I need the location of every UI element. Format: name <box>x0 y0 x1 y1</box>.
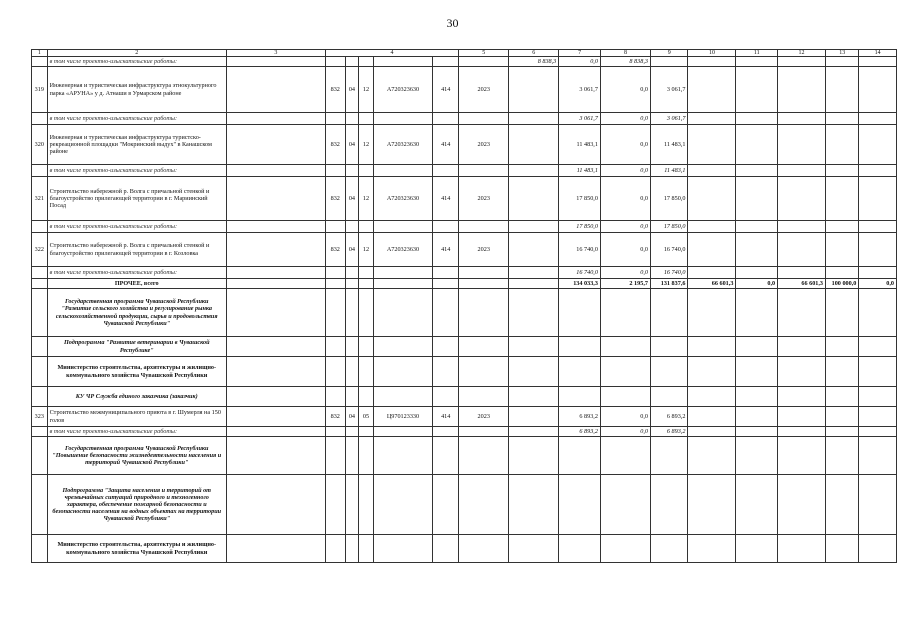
cell-cs: А720323630 <box>373 177 432 221</box>
page-number: 30 <box>446 16 459 30</box>
row-name: в том числе проектно-изыскательские работы: <box>47 165 226 177</box>
row-name: в том числе проектно-изыскательские работы: <box>47 57 226 67</box>
table-row <box>32 437 897 475</box>
cell-value: 3 061,7 <box>559 67 601 113</box>
cell-value: 0,0 <box>736 279 778 289</box>
table-row <box>32 535 897 563</box>
cell-value: 11 483,1 <box>650 125 688 165</box>
cell-value: 131 837,6 <box>650 279 688 289</box>
cell-value: 0,0 <box>600 221 650 233</box>
row-name: Строительство набережной р. Волга с причальной стенкой и благоустройство прилегающей территории в г. Козловка <box>47 233 226 267</box>
header-cell: 8 <box>600 50 650 57</box>
cell-value: 66 601,3 <box>688 279 736 289</box>
table-row <box>32 267 897 279</box>
total-row <box>32 279 897 289</box>
cell-value: 8 838,3 <box>600 57 650 67</box>
cell-value: 0,0 <box>600 165 650 177</box>
cell-rz: 04 <box>345 125 359 165</box>
table-row <box>32 289 897 337</box>
cell-value: 0,0 <box>600 233 650 267</box>
program-name: Государственная программа Чувашской Республики "Повышение безопасности жизнедеятельности населения и территорий Чувашской Республики" <box>47 437 226 475</box>
subprogram-name: Подпрограмма "Защита населения и территорий от чрезвычайных ситуаций природного и техногенного характера, обеспечение пожарной безопасности и безопасности населения на водных объектах на территории Чувашской Республики" <box>47 475 226 535</box>
header-cell: 9 <box>650 50 688 57</box>
row-name: в том числе проектно-изыскательские работы: <box>47 113 226 125</box>
table-row <box>32 407 897 427</box>
cell-value: 0,0 <box>600 407 650 427</box>
header-cell: 10 <box>688 50 736 57</box>
cell-cs: А720323630 <box>373 233 432 267</box>
cell-value: 0,0 <box>600 113 650 125</box>
budget-table <box>31 49 897 563</box>
ministry-name: Министерство строительства, архитектуры и жилищно-коммунального хозяйства Чувашской Республики <box>47 357 226 387</box>
table-row <box>32 221 897 233</box>
cell-ga: 832 <box>325 177 345 221</box>
cell-pr: 12 <box>359 67 374 113</box>
row-name: Строительство набережной р. Волга с причальной стенкой и благоустройство прилегающей территории в г. Мариинский Посад <box>47 177 226 221</box>
cell-pr: 12 <box>359 233 374 267</box>
cell-value: 3 061,7 <box>650 113 688 125</box>
cell-value: 16 740,0 <box>559 267 601 279</box>
cell-value: 0,0 <box>600 427 650 437</box>
cell-value: 66 601,3 <box>778 279 826 289</box>
table-row <box>32 357 897 387</box>
header-cell: 11 <box>736 50 778 57</box>
cell-year: 2023 <box>459 407 509 427</box>
row-name: Инженерная и туристическая инфраструктура туристско-рекреационной площадки "Мокринский выдух" в Канашском районе <box>47 125 226 165</box>
cell-value: 3 061,7 <box>650 67 688 113</box>
cell-value: 100 000,0 <box>826 279 859 289</box>
row-number: 323 <box>32 407 48 427</box>
table-row <box>32 125 897 165</box>
header-cell: 7 <box>559 50 601 57</box>
cell-value: 11 483,1 <box>559 125 601 165</box>
cell-year: 2023 <box>459 177 509 221</box>
table-row <box>32 113 897 125</box>
cell-cs: Ц970123330 <box>373 407 432 427</box>
row-number: 319 <box>32 67 48 113</box>
cell-vr: 414 <box>433 177 459 221</box>
cell-ga: 832 <box>325 233 345 267</box>
cell-rz: 04 <box>345 177 359 221</box>
cell-value: 0,0 <box>600 177 650 221</box>
cell-value: 0,0 <box>600 267 650 279</box>
cell-value: 17 850,0 <box>650 221 688 233</box>
header-cell: 12 <box>778 50 826 57</box>
table-row <box>32 475 897 535</box>
cell-vr: 414 <box>433 407 459 427</box>
header-cell: 4 <box>325 50 458 57</box>
cell-value: 16 740,0 <box>650 267 688 279</box>
row-name: Строительство межмуниципального приюта в г. Шумерля на 150 голов <box>47 407 226 427</box>
cell-value: 134 033,3 <box>559 279 601 289</box>
cell-value: 6 893,2 <box>559 407 601 427</box>
header-cell: 2 <box>47 50 226 57</box>
ministry-name: Министерство строительства, архитектуры и жилищно-коммунального хозяйства Чувашской Республики <box>47 535 226 563</box>
cell-vr: 414 <box>433 125 459 165</box>
header-cell: 13 <box>826 50 859 57</box>
cell-value: 16 740,0 <box>650 233 688 267</box>
cell-pr: 12 <box>359 177 374 221</box>
table-row <box>32 427 897 437</box>
row-name: ПРОЧЕЕ, всего <box>47 279 226 289</box>
cell-value: 2 195,7 <box>600 279 650 289</box>
cell-pr: 05 <box>359 407 374 427</box>
row-name: в том числе проектно-изыскательские работы: <box>47 267 226 279</box>
cell-ga: 832 <box>325 407 345 427</box>
cell-rz: 04 <box>345 67 359 113</box>
header-cell: 14 <box>859 50 897 57</box>
table-row <box>32 165 897 177</box>
row-name: Инженерная и туристическая инфраструктура этнокультурного парка «АРУНА» у д. Атнаши в Урмарском районе <box>47 67 226 113</box>
row-name: в том числе проектно-изыскательские работы: <box>47 427 226 437</box>
subprogram-name: Подпрограмма "Развитие ветеринарии в Чувашской Республике" <box>47 337 226 357</box>
cell-rz: 04 <box>345 233 359 267</box>
table-row <box>32 57 897 67</box>
table-row <box>32 387 897 407</box>
cell-vr: 414 <box>433 67 459 113</box>
row-number: 320 <box>32 125 48 165</box>
cell-value: 8 838,3 <box>509 57 559 67</box>
cell-value: 6 893,2 <box>650 407 688 427</box>
cell-value: 3 061,7 <box>559 113 601 125</box>
cell-value: 0,0 <box>559 57 601 67</box>
table-row <box>32 233 897 267</box>
cell-pr: 12 <box>359 125 374 165</box>
table-row <box>32 177 897 221</box>
cell-value: 6 893,2 <box>650 427 688 437</box>
header-cell: 5 <box>459 50 509 57</box>
table-row <box>32 337 897 357</box>
row-number: 321 <box>32 177 48 221</box>
cell-rz: 04 <box>345 407 359 427</box>
cell-value: 16 740,0 <box>559 233 601 267</box>
cell-year: 2023 <box>459 233 509 267</box>
cell-vr: 414 <box>433 233 459 267</box>
cell-value: 6 893,2 <box>559 427 601 437</box>
cell-value: 11 483,1 <box>650 165 688 177</box>
cell-ga: 832 <box>325 67 345 113</box>
header-cell: 1 <box>32 50 48 57</box>
header-cell: 6 <box>509 50 559 57</box>
cell-ga: 832 <box>325 125 345 165</box>
cell-cs: А720323630 <box>373 67 432 113</box>
program-name: Государственная программа Чувашской Республики "Развитие сельского хозяйства и регулирование рынка сельскохозяйственной продукции, сырья и продовольствия Чувашской Республики" <box>47 289 226 337</box>
header-row <box>32 50 897 57</box>
cell-value: 17 850,0 <box>559 221 601 233</box>
row-number: 322 <box>32 233 48 267</box>
cell-value: 0,0 <box>859 279 897 289</box>
cell-cs: А720323630 <box>373 125 432 165</box>
cell-value: 17 850,0 <box>650 177 688 221</box>
customer-name: КУ ЧР Служба единого заказчика (заказчик) <box>47 387 226 407</box>
cell-value: 0,0 <box>600 125 650 165</box>
cell-year: 2023 <box>459 125 509 165</box>
table-row <box>32 67 897 113</box>
header-cell: 3 <box>226 50 325 57</box>
cell-year: 2023 <box>459 67 509 113</box>
cell-value: 11 483,1 <box>559 165 601 177</box>
cell-value: 0,0 <box>600 67 650 113</box>
cell-value: 17 850,0 <box>559 177 601 221</box>
row-name: в том числе проектно-изыскательские работы: <box>47 221 226 233</box>
